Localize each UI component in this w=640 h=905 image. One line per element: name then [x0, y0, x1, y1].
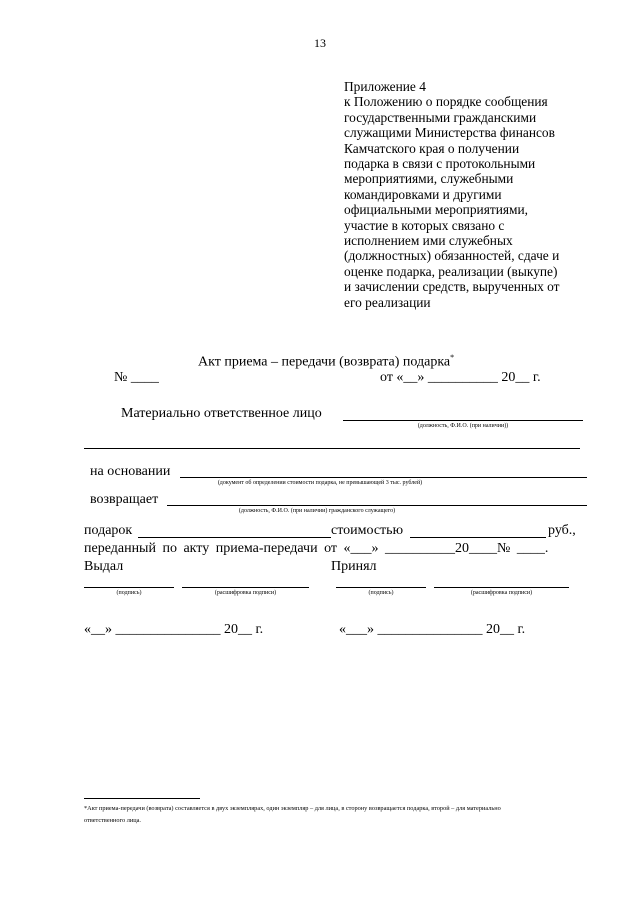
appendix-line: Приложение 4 — [344, 79, 426, 94]
issued-date: «__» _______________ 20__ г. — [84, 622, 264, 637]
appendix-line: подарка в связи с протокольными — [344, 156, 536, 172]
gift-field-line[interactable] — [138, 537, 331, 538]
received-signature-line[interactable] — [336, 587, 426, 588]
page-number: 13 — [314, 36, 326, 50]
appendix-line: оценке подарка, реализации (выкупе) — [344, 263, 558, 279]
responsible-caption: (должность, Ф.И.О. (при наличии)) — [417, 423, 509, 429]
cost-label: стоимостью — [331, 523, 404, 538]
appendix-line: Камчатского края о получении — [344, 140, 520, 156]
appendix-heading — [344, 79, 604, 310]
basis-label: на основании — [90, 464, 171, 479]
footnote-line-1: *Акт приема-передачи (возврата) составляется в двух экземплярах, один экземпляр – для лица, в сторону возвращается подарка, второй – для материально — [84, 805, 501, 812]
responsible-label: Материально ответственное лицо — [121, 406, 322, 421]
received-signature-caption: (подпись) — [368, 590, 394, 596]
returns-label: возвращает — [90, 492, 159, 507]
appendix-line: официальными мероприятиями, — [344, 202, 529, 218]
gift-label: подарок — [84, 523, 133, 538]
footnote-separator — [84, 798, 200, 799]
received-label: Принял — [331, 559, 377, 574]
appendix-line: и зачислении средств, вырученных от — [344, 279, 560, 295]
received-decode-caption: (расшифровка подписи) — [470, 590, 533, 596]
appendix-line: государственными гражданскими — [344, 109, 537, 125]
act-title — [198, 353, 454, 371]
issued-decode-caption: (расшифровка подписи) — [214, 590, 277, 596]
appendix-line: (должностных) обязанностей, сдаче и — [344, 248, 560, 264]
rub-label: руб., — [548, 523, 576, 538]
appendix-line: командировками и другими — [344, 186, 502, 202]
cost-field-line[interactable] — [410, 537, 546, 538]
responsible-extra-line[interactable] — [84, 448, 580, 449]
transferred-line: переданный по акту приема-передачи от «___» __________20____№ ____. — [84, 541, 549, 556]
act-number: № ____ — [114, 370, 159, 385]
appendix-line: мероприятиями, служебными — [344, 171, 514, 187]
issued-decode-line[interactable] — [182, 587, 309, 588]
responsible-field-line[interactable] — [343, 420, 583, 421]
returns-field-line[interactable] — [167, 505, 587, 506]
footnote-line-2: ответственного лица. — [84, 817, 141, 824]
issued-signature-caption: (подпись) — [116, 590, 142, 596]
appendix-line: служащими Министерства финансов — [344, 125, 555, 141]
act-title-text: Акт приема – передачи (возврата) подарка — [198, 354, 451, 370]
footnote-mark: * — [450, 353, 455, 362]
received-date: «___» _______________ 20__ г. — [339, 622, 526, 637]
basis-field-line[interactable] — [180, 477, 587, 478]
issued-signature-line[interactable] — [84, 587, 174, 588]
appendix-line: участие в которых связано с — [344, 217, 505, 233]
received-decode-line[interactable] — [434, 587, 569, 588]
issued-label: Выдал — [84, 559, 124, 574]
appendix-line: его реализации — [344, 294, 431, 310]
basis-caption: (документ об определении стоимости подарка, не превышающей 3 тыс. рублей) — [217, 480, 423, 486]
act-date: от «__» __________ 20__ г. — [380, 370, 541, 385]
returns-caption: (должность, Ф.И.О. (при наличии) гражданского служащего) — [238, 508, 396, 514]
appendix-line: исполнением ими служебных — [344, 233, 513, 249]
appendix-line: к Положению о порядке сообщения — [344, 94, 548, 110]
